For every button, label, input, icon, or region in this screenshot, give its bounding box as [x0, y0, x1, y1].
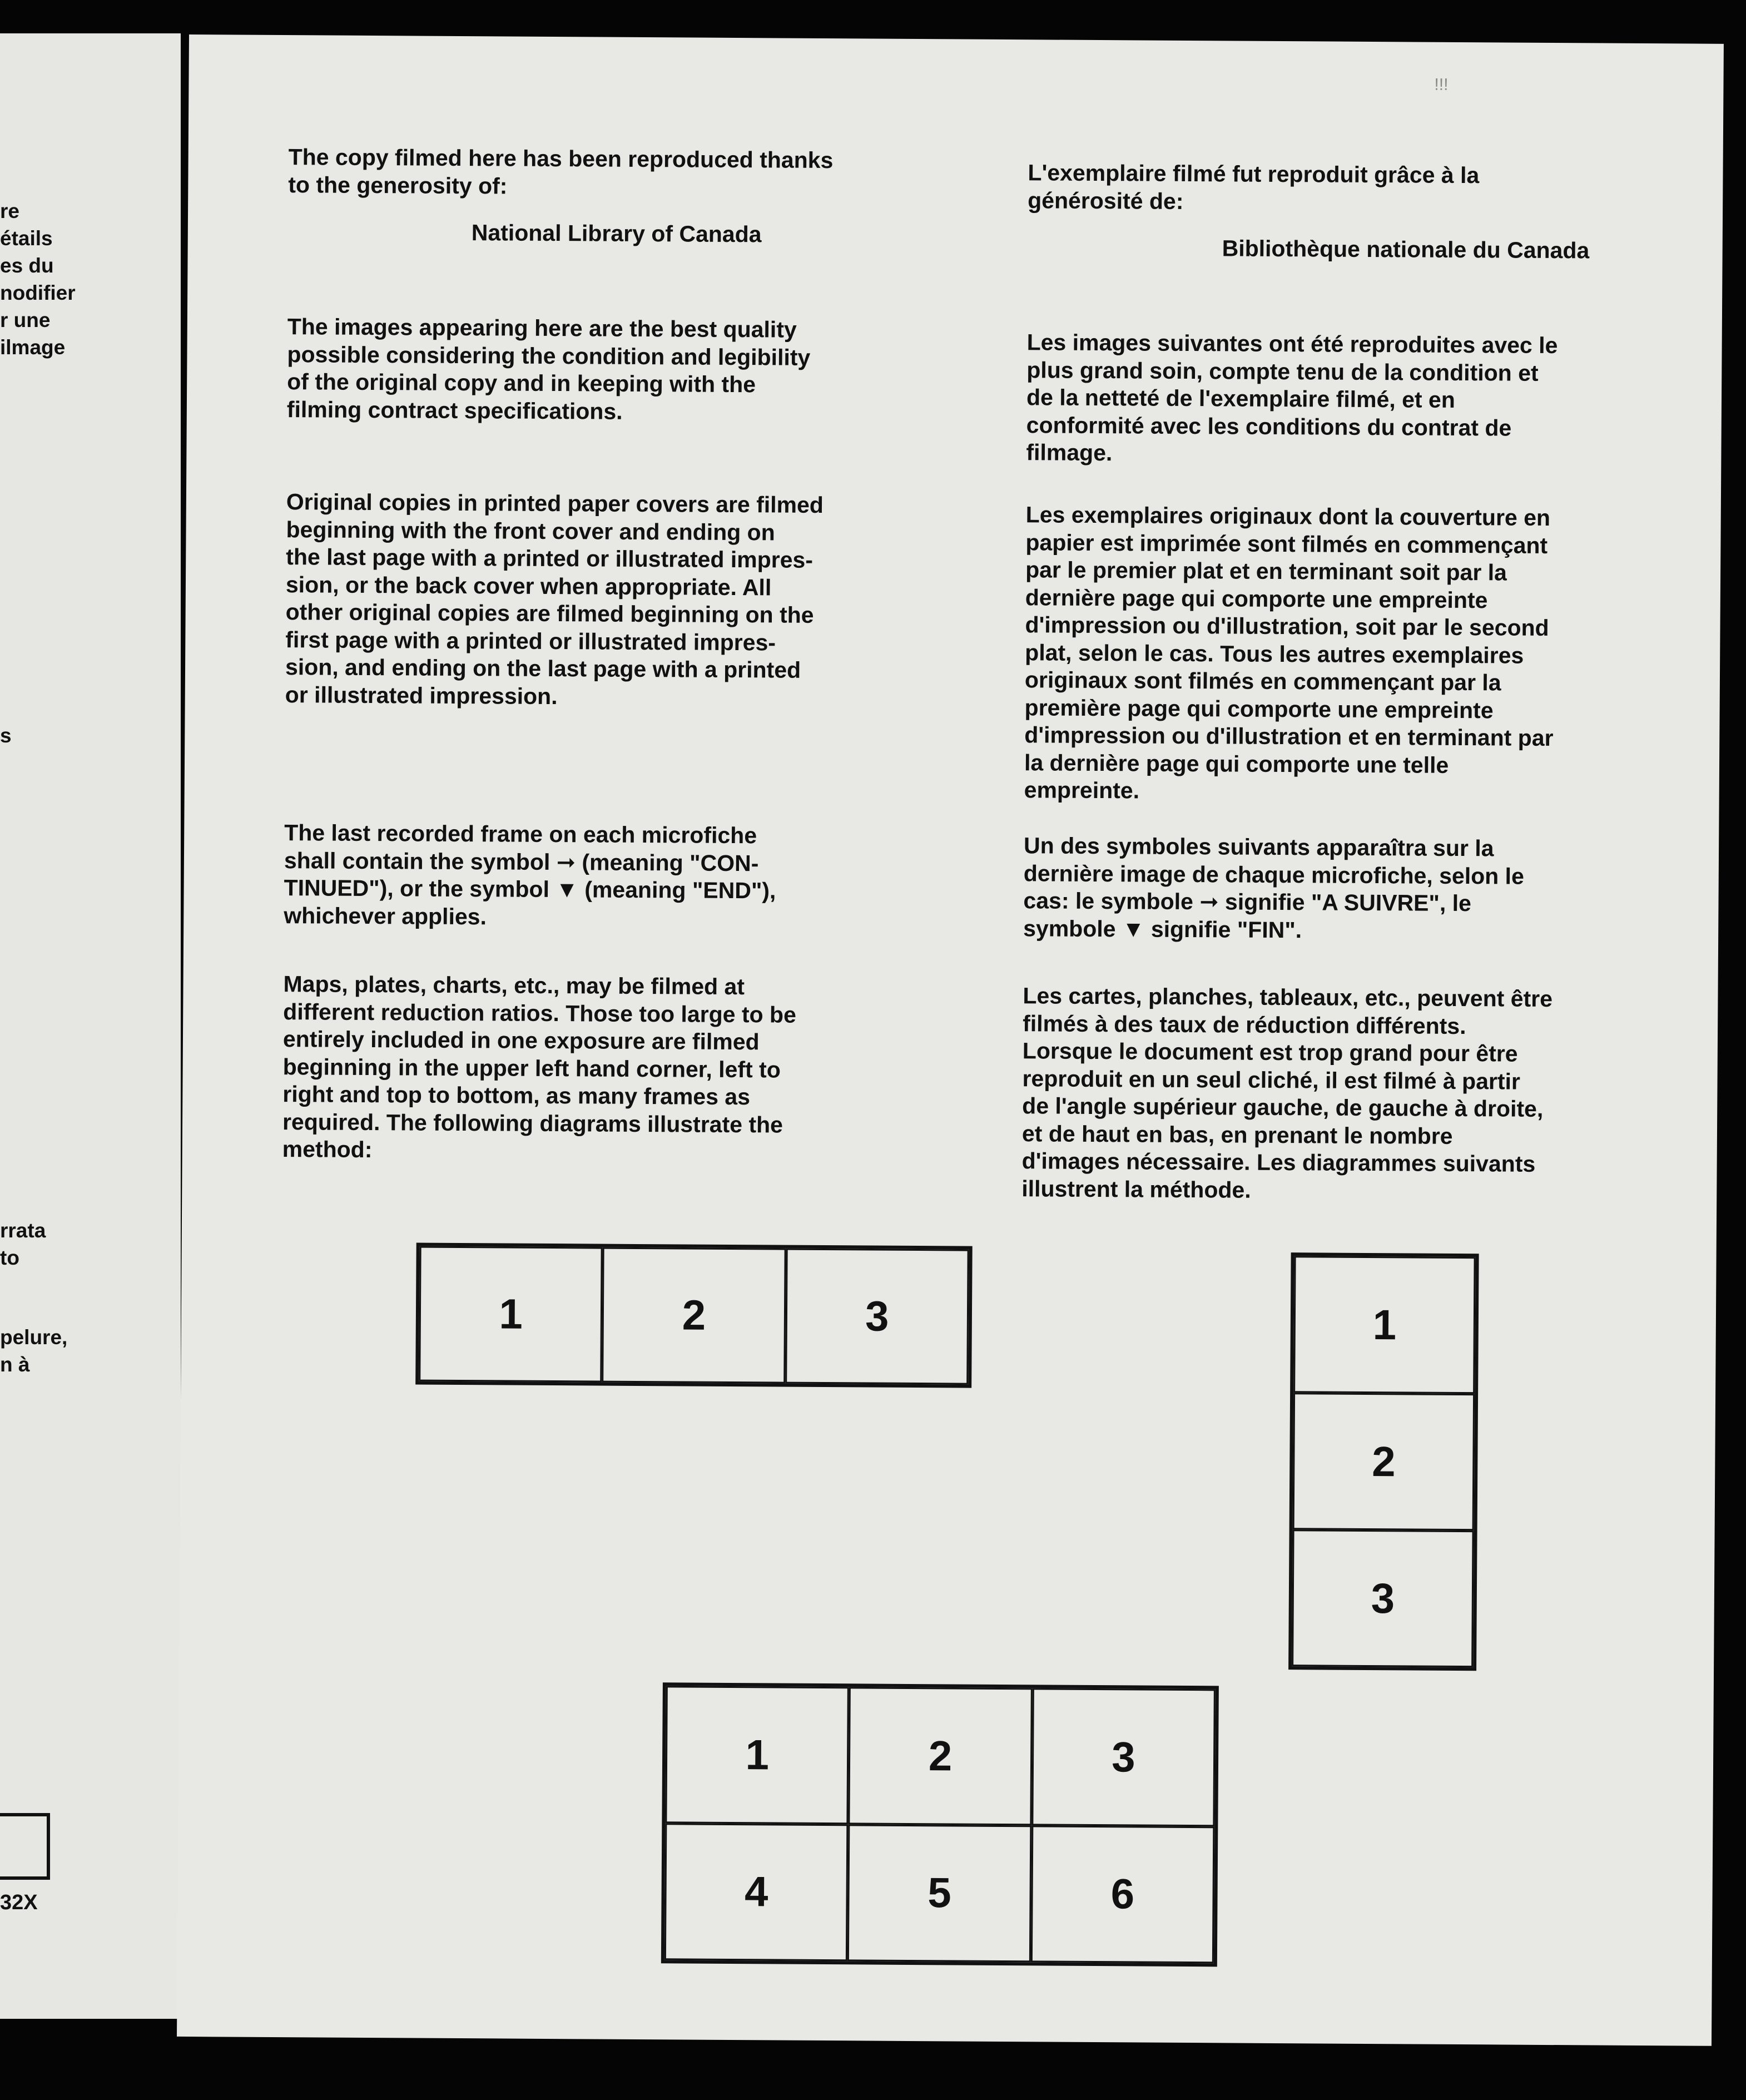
french-maps-paragraph: Les cartes, planches, tableaux, etc., peuvent être filmés à des taux de réduction différents. Lorsque le document est trop grand pour être reproduit en un seul cliché, il est filmé à partir de l'angle supérieur gauche, de gauche à droite, et de haut en bas, en prenant le nombre d'images nécessaire. Les diagrammes suivants illustrent la méthode.	[1021, 983, 1553, 1203]
frame-cell: 3	[1292, 1529, 1474, 1667]
english-library-name: National Library of Canada	[471, 220, 762, 247]
text-fragment: re	[0, 200, 19, 222]
page-marker: !!!	[1434, 75, 1449, 94]
horizontal-frames-diagram	[415, 1243, 973, 1388]
frame-cell: 3	[785, 1249, 969, 1385]
french-library-name: Bibliothèque nationale du Canada	[1222, 235, 1590, 264]
vertical-frames-diagram	[1288, 1252, 1479, 1671]
filming-notice-page	[177, 34, 1724, 2046]
french-symbols-paragraph: Un des symboles suivants apparaîtra sur la dernière image de chaque microfiche, selon le cas: le symbole ➞ signifie "A SUIVRE", le symbole ▼ signifie "FIN".	[1023, 833, 1524, 943]
french-intro: L'exemplaire filmé fut reproduit grâce à la générosité de:	[1028, 160, 1480, 214]
english-maps-paragraph: Maps, plates, charts, etc., may be filmed at different reduction ratios. Those too large to be entirely included in one exposure are filmed beginning in the upper left hand corner, left to right and top to bottom, as many frames as required. The following diagrams illustrate the method:	[282, 971, 796, 1163]
text-fragment: ilmage	[0, 336, 66, 359]
grid-frames-diagram	[661, 1682, 1219, 1967]
frame-cell: 5	[847, 1824, 1031, 1963]
frame-cell: 3	[1031, 1688, 1216, 1826]
text-fragment: pelure,	[0, 1326, 68, 1349]
french-covers-paragraph: Les exemplaires originaux dont la couverture en papier est imprimée sont filmés en commençant par le premier plat et en terminant soit par la dernière page qui comporte une empreinte d'impression ou d'illustration, soit par le second plat, selon le cas. Tous les autres exemplaires originaux sont filmés en commençant par la première page qui comporte une empreinte d'impression ou d'illustration et en terminant par la dernière page qui comporte une telle empreinte.	[1024, 502, 1554, 804]
english-intro: The copy filmed here has been reproduced thanks to the generosity of:	[288, 144, 834, 199]
text-fragment: to	[0, 1246, 19, 1269]
text-fragment: nodifier	[0, 281, 76, 304]
text-fragment: étails	[0, 227, 53, 250]
frame-cell: 1	[1293, 1256, 1475, 1394]
frame-label: 32X	[0, 1891, 38, 1914]
frame-box	[0, 1813, 50, 1880]
english-quality-paragraph: The images appearing here are the best quality possible considering the condition and legibility of the original copy and in keeping with the filming contract specifications.	[286, 314, 811, 424]
frame-cell: 4	[664, 1823, 849, 1962]
frame-cell: 6	[1031, 1825, 1215, 1964]
english-symbols-paragraph: The last recorded frame on each microfiche shall contain the symbol ➞ (meaning "CON- TINUED"), or the symbol ▼ (meaning "END"), whichever applies.	[284, 820, 776, 929]
frame-cell: 1	[419, 1246, 603, 1383]
frame-cell: 2	[849, 1687, 1033, 1825]
text-fragment: rrata	[0, 1219, 46, 1242]
english-covers-paragraph: Original copies in printed paper covers are filmed beginning with the front cover and ending on the last page with a printed or illustrated impres- sion, or the back cover when appropriate. All other original copies are filmed beginning on the first page with a printed or illustrated impres- sion, and ending on the last page with a printed or illustrated impression.	[285, 489, 824, 709]
text-fragment: n à	[0, 1353, 30, 1376]
frame-cell: 2	[1293, 1393, 1475, 1531]
frame-cell: 2	[602, 1247, 786, 1384]
frame-cell: 1	[665, 1686, 849, 1824]
text-fragment: s	[0, 724, 12, 747]
text-fragment: es du	[0, 254, 54, 277]
text-fragment: r une	[0, 309, 51, 331]
previous-page	[0, 33, 181, 2019]
french-quality-paragraph: Les images suivantes ont été reproduites avec le plus grand soin, compte tenu de la condition et de la netteté de l'exemplaire filmé, et en conformité avec les conditions du contrat de filmage.	[1026, 329, 1558, 466]
